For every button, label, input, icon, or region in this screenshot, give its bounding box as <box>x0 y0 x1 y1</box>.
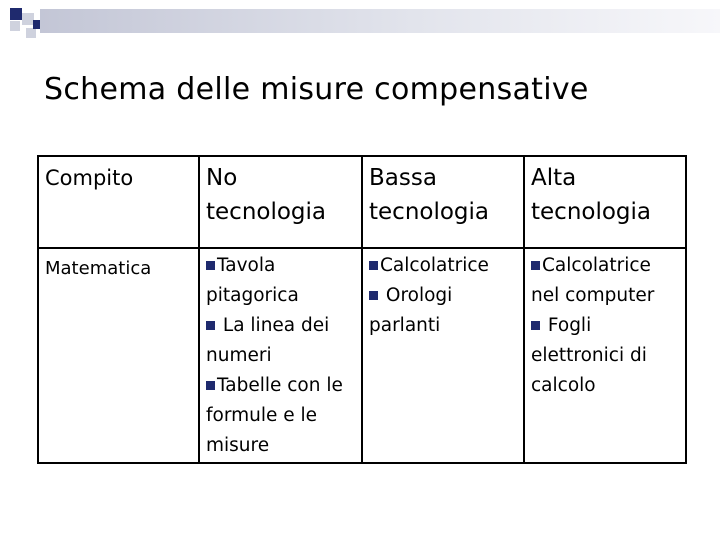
square-bullet-icon <box>206 381 215 390</box>
page-title: Schema delle misure compensative <box>44 72 589 107</box>
header-task-label: Compito <box>45 166 134 190</box>
low-tech-cell <box>362 248 524 463</box>
list-item: Tavola pitagorica <box>206 255 299 306</box>
corner-square-dark-1 <box>10 8 22 20</box>
list-item: Calcolatrice nel computer <box>531 255 655 306</box>
square-bullet-icon <box>531 321 540 330</box>
header-cell-low-tech <box>362 156 524 248</box>
square-bullet-icon <box>206 261 215 270</box>
header-high-tech-label: Alta tecnologia <box>531 165 652 225</box>
table-row <box>38 248 686 463</box>
table-header-row <box>38 156 686 248</box>
list-item: Fogli elettronici di calcolo <box>531 315 647 396</box>
header-low-tech-label: Bassa tecnologia <box>369 165 490 225</box>
task-label: Matematica <box>45 258 152 279</box>
square-bullet-icon <box>531 261 540 270</box>
high-tech-cell <box>524 248 686 463</box>
list-item: Calcolatrice <box>369 251 517 281</box>
list-item: Tabelle con le formule e le misure <box>206 375 343 456</box>
header-cell-no-tech <box>199 156 362 248</box>
header-cell-task <box>38 156 199 248</box>
list-item: Orologi parlanti <box>369 285 453 336</box>
compensative-measures-table <box>37 155 687 464</box>
square-bullet-icon <box>206 321 215 330</box>
header-cell-high-tech <box>524 156 686 248</box>
square-bullet-icon <box>369 261 378 270</box>
list-item: La linea dei numeri <box>206 315 330 366</box>
header-no-tech-label: No tecnologia <box>206 165 327 225</box>
task-cell <box>38 248 199 463</box>
square-bullet-icon <box>369 291 378 300</box>
corner-square-light-3 <box>26 28 36 38</box>
corner-square-light-2 <box>10 21 20 31</box>
no-tech-cell <box>199 248 362 463</box>
header-gradient-bar <box>40 9 720 33</box>
